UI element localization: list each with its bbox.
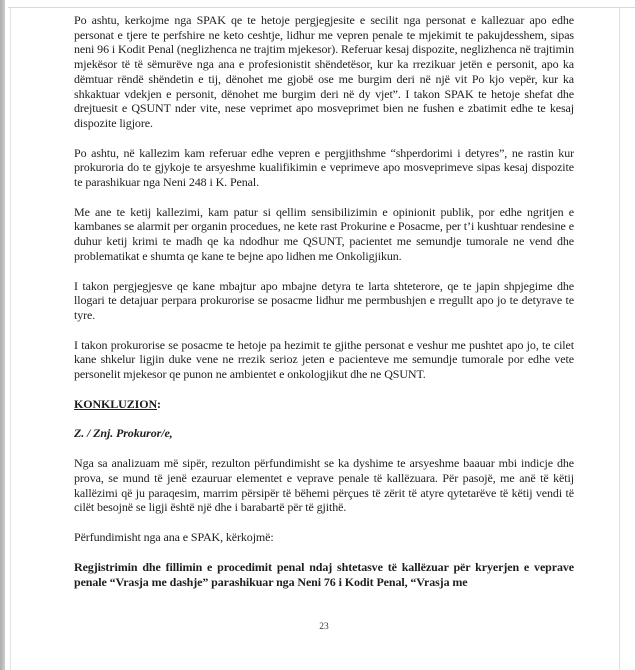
- page-border-left: [10, 7, 11, 670]
- paragraph-prokuroria-posacme: I takon prokurorise se posacme te hetoje pa hezimit te gjithe personat e veshur me pushtet apo jo, te cilet kane shkelur ligjin duke vene ne rrezik serioz jeten e pacienteve me semundje tumorale por edhe vete personelit mjekesor qe punon ne ambientet e onkologjikut dhe ne QSUNT.: [74, 337, 574, 382]
- document-body: [74, 13, 574, 591]
- page-border-right: [619, 7, 620, 670]
- salutation-prokuror: Z. / Znj. Prokuror/e,: [74, 426, 173, 441]
- paragraph-qellimi-kallezimit: Me ane te ketij kallezimi, kam patur si qellim sensibilizimin e opinionit publik, por edhe ngritjen e kambanes se alarmit per organin procedues, ne kete rast Prokurine e Posacme, per t’i kushtuar rendesine e duhur ketij krimi te madh qe ka ndodhur me QSUNT, pacientet me semundje tumorale ne vend dhe problematikat e shumta qe kane te bejne apo lidhen me Onkoligjikun.: [74, 204, 574, 263]
- paragraph-kerkese-regjistrimi: Regjistrimin dhe fillimin e procedimit penal ndaj shtetasve të kallëzuar për kryerjen e veprave penale “Vrasja me dashje” parashikuar nga Neni 76 i Kodit Penal, “Vrasja me: [74, 559, 574, 590]
- paragraph-spak-neni96: Po ashtu, kerkojme nga SPAK qe te hetoje pergjegjesite e secilit nga personat e kallezuar apo edhe personat e tjere te perfshire ne keto ceshtje, lidhur me vepren penale te mjekimit te pakujdesshem, sipas neni 96 i Kodit Penal (neglizhenca ne trajtim mjekesor). Referuar kesaj dispozite, neglizhenca në trajtimin mjekësor të të sëmurëve nga ana e profesionistit shëndetësor, kur ka rrezikuar jetën e personit, apo ka dëmtuar rëndë shëndetin e tij, dënohet me gjobë ose me burgim deri në një vit Po kjo vepër, kur ka shkaktuar vdekjen e personit, dënohet me burgim deri në dy vjet”. I takon SPAK te hetoje shefat dhe drejtuesit e QSUNT nder vite, nese veprimet apo mosveprimet bien ne fushen e zbatimit edhe te kesaj dispozite ligjore.: [74, 13, 574, 130]
- conclusion-heading: [74, 397, 574, 412]
- conclusion-heading-colon: :: [157, 396, 161, 411]
- paragraph-pergjegjesit-shteterore: I takon pergjegjesve qe kane mbajtur apo mbajne detyra te larta shteterore, qe te japin shpjegime dhe llogari te detajuar perpara prokurorise se posacme lidhur me permbushjen e rregullt apo jo te detyrave te tyre.: [74, 278, 574, 322]
- page-border-top: [8, 7, 635, 8]
- scan-left-edge: [0, 0, 5, 670]
- paragraph-shperdorimi-detyres: Po ashtu, në kallezim kam referuar edhe vepren e pergjithshme “shperdorimi i detyres”, ne rastin kur prokuroria do te gjykoje te arsyeshme kualifikimin e veprimeve apo mosveprimeve sipas kesaj dispozite te parashikuar nga Neni 248 i K. Penal.: [74, 145, 574, 190]
- paragraph-analiza-perfundimtare: Nga sa analizuam më sipër, rezulton përfundimisht se ka dyshime te arsyeshme baauar mbi indicje dhe prova, se mund të jenë ezauruar elementet e veprave penale të kallëzuara. Për pasojë, me anë të këtij kallëzimi që ju paraqesim, marrim përsipër të bëhemi përçues të zërit të atyre qytetarëve të këtij vendi të cilët besojnë se ligji është një dhe i barabartë për të gjithë.: [74, 456, 574, 515]
- request-intro-line: Përfundimisht nga ana e SPAK, kërkojmë:: [74, 529, 274, 544]
- conclusion-heading-text: KONKLUZION: [74, 396, 158, 411]
- page-number: 23: [319, 622, 329, 632]
